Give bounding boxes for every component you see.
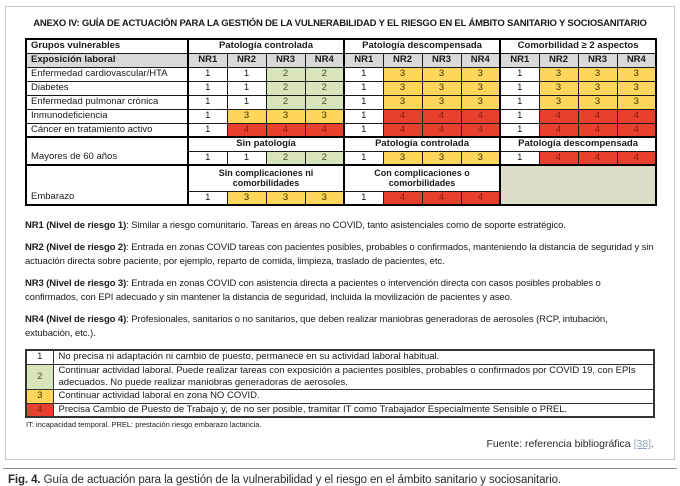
risk-cell: 3: [305, 109, 344, 123]
risk-cell: 2: [305, 151, 344, 165]
risk-note: [25, 219, 655, 232]
row-label: Enfermedad pulmonar crónica: [26, 95, 188, 109]
legend-code: 4: [26, 403, 53, 417]
risk-cell: 4: [539, 109, 578, 123]
risk-cell: 3: [578, 81, 617, 95]
risk-cell: 3: [383, 151, 422, 165]
subgroup-header: Sin patología: [188, 137, 344, 151]
risk-cell: 3: [422, 67, 461, 81]
risk-cell: 3: [266, 109, 305, 123]
risk-note-label: NR2 (Nivel de riesgo 2): [25, 242, 127, 254]
risk-cell: 2: [305, 67, 344, 81]
legend-code: 3: [26, 390, 53, 403]
risk-cell: 3: [617, 67, 656, 81]
risk-cell: 3: [461, 95, 500, 109]
risk-cell: 1: [344, 67, 383, 81]
risk-cell: 3: [266, 191, 305, 205]
risk-cell: 2: [266, 67, 305, 81]
legend-row: [26, 403, 654, 417]
risk-cell: 4: [578, 151, 617, 165]
legend-row: [26, 390, 654, 403]
risk-cell: 1: [227, 81, 266, 95]
risk-note: [25, 313, 655, 340]
risk-cell: 1: [500, 81, 539, 95]
risk-cell: 1: [344, 191, 383, 205]
risk-cell: 1: [188, 123, 227, 137]
risk-note-text: : Profesionales, sanitarios o no sanitarios, que deben realizar maniobras generadoras de aerosoles (RCP, intubación, extubación, etc.).: [25, 314, 608, 339]
legend-row: [26, 364, 654, 390]
risk-cell: 2: [305, 81, 344, 95]
risk-cell: 1: [227, 151, 266, 165]
legend-text: No precisa ni adaptación ni cambio de puesto, permanece en su actividad laboral habitual.: [53, 350, 654, 364]
table-row: [26, 67, 656, 81]
action-legend-table: [25, 349, 655, 418]
nr-header: NR4: [305, 53, 344, 67]
risk-cell: 1: [227, 95, 266, 109]
nr-header: NR3: [422, 53, 461, 67]
source-prefix: Fuente: referencia bibliográfica: [486, 438, 634, 451]
figure-caption: [8, 474, 672, 486]
legend-row: [26, 350, 654, 364]
table-row: [26, 95, 656, 109]
risk-cell: 4: [305, 123, 344, 137]
legend-code: 1: [26, 350, 53, 364]
figure-caption-label: Fig. 4.: [8, 474, 41, 486]
row-label: Diabetes: [26, 81, 188, 95]
figure-frame: [5, 6, 675, 460]
table-row: [26, 165, 656, 191]
risk-cell: 1: [227, 67, 266, 81]
abbreviations-footnote: IT: incapacidad temporal. PREL: prestación riesgo embarazo lactancia.: [26, 420, 262, 430]
row-label: Enfermedad cardiovascular/HTA: [26, 67, 188, 81]
risk-cell: 1: [188, 95, 227, 109]
risk-cell: 1: [188, 67, 227, 81]
table-row: [26, 39, 656, 53]
risk-cell: 1: [188, 191, 227, 205]
risk-cell: 2: [266, 95, 305, 109]
nr-header: NR1: [344, 53, 383, 67]
risk-cell: 4: [422, 123, 461, 137]
group-header: Comorbilidad ≥ 2 aspectos: [500, 39, 656, 53]
risk-cell: 4: [461, 191, 500, 205]
risk-cell: 3: [227, 109, 266, 123]
risk-cell: 4: [578, 109, 617, 123]
risk-cell: 4: [422, 191, 461, 205]
risk-cell: 3: [383, 95, 422, 109]
table-row: [26, 81, 656, 95]
risk-cell: 1: [344, 95, 383, 109]
risk-cell: 2: [266, 81, 305, 95]
nr-header: NR4: [617, 53, 656, 67]
legend-code: 2: [26, 364, 53, 390]
risk-cell: 3: [383, 67, 422, 81]
risk-cell: 1: [500, 95, 539, 109]
risk-cell: 4: [617, 123, 656, 137]
nr-header: NR1: [500, 53, 539, 67]
legend-text: Continuar actividad laboral en zona NO COVID.: [53, 390, 654, 403]
risk-cell: 1: [500, 67, 539, 81]
risk-cell: 3: [461, 67, 500, 81]
risk-cell: 1: [188, 81, 227, 95]
subgroup-header: Patología controlada: [344, 137, 500, 151]
risk-cell: 3: [227, 191, 266, 205]
risk-cell: 4: [383, 191, 422, 205]
subgroup-header: Con complicaciones o comorbilidades: [344, 165, 500, 191]
table-row: [26, 109, 656, 123]
risk-cell: 3: [422, 81, 461, 95]
vulnerability-matrix: [25, 38, 657, 206]
legend-text: Precisa Cambio de Puesto de Trabajo y, de no ser posible, tramitar IT como Trabajador Especialmente Sensible o PREL.: [53, 403, 654, 417]
risk-cell: 3: [461, 151, 500, 165]
risk-cell: 3: [461, 81, 500, 95]
risk-cell: 1: [500, 109, 539, 123]
risk-cell: 4: [578, 123, 617, 137]
nr-header: NR3: [578, 53, 617, 67]
table-row: [26, 123, 656, 137]
nr-header: NR2: [383, 53, 422, 67]
row-label: Inmunodeficiencia: [26, 109, 188, 123]
risk-cell: 3: [422, 95, 461, 109]
risk-cell: 4: [422, 109, 461, 123]
risk-cell: 4: [266, 123, 305, 137]
nr-header: NR4: [461, 53, 500, 67]
risk-cell: 3: [539, 95, 578, 109]
risk-note: [25, 277, 655, 304]
risk-cell: 1: [188, 151, 227, 165]
corner-header: Grupos vulnerables: [26, 39, 188, 53]
risk-cell: 1: [500, 151, 539, 165]
risk-cell: 3: [617, 81, 656, 95]
group-header: Patología descompensada: [344, 39, 500, 53]
table-row: [26, 53, 656, 67]
risk-cell: 2: [305, 95, 344, 109]
risk-cell: 4: [383, 109, 422, 123]
risk-cell: 3: [617, 95, 656, 109]
risk-note-label: NR4 (Nivel de riesgo 4): [25, 314, 127, 326]
row-label: Mayores de 60 años: [26, 137, 188, 165]
row-label: Embarazo: [26, 165, 188, 205]
caption-divider: [3, 468, 677, 469]
risk-note-text: : Entrada en zonas COVID tareas con pacientes posibles, probables o confirmados, manteniendo la distancia de seguridad y sin actuación directa sobre paciente, por ejemplo, reparto de comida, limpieza, traslado de pacientes, etc.: [25, 242, 654, 267]
source-suffix: .: [651, 438, 654, 451]
risk-cell: 1: [344, 109, 383, 123]
nr-header: NR1: [188, 53, 227, 67]
risk-cell: 2: [266, 151, 305, 165]
risk-cell: 3: [578, 95, 617, 109]
risk-cell: 4: [461, 109, 500, 123]
risk-cell: 4: [539, 123, 578, 137]
risk-cell: 4: [617, 109, 656, 123]
risk-cell: 3: [305, 191, 344, 205]
risk-cell: 4: [383, 123, 422, 137]
nr-header: NR3: [266, 53, 305, 67]
risk-note-label: NR1 (Nivel de riesgo 1): [25, 220, 127, 231]
risk-cell: 4: [617, 151, 656, 165]
risk-cell: 3: [539, 67, 578, 81]
risk-level-notes: [25, 219, 655, 340]
legend-text: Continuar actividad laboral. Puede realizar tareas con exposición a pacientes posibles, probables o confirmados por COVID 19, con EPIs adecuados. No puede realizar maniobras generadoras de aerosoles.: [53, 364, 654, 390]
risk-cell: 4: [227, 123, 266, 137]
risk-cell: 1: [500, 123, 539, 137]
risk-note-label: NR3 (Nivel de riesgo 3): [25, 278, 127, 290]
group-header: Patología controlada: [188, 39, 344, 53]
table-row: [26, 137, 656, 151]
nr-header: NR2: [227, 53, 266, 67]
risk-cell: 3: [383, 81, 422, 95]
risk-cell: 1: [344, 151, 383, 165]
risk-cell: 3: [422, 151, 461, 165]
nr-header: NR2: [539, 53, 578, 67]
subgroup-header: Sin complicaciones ni comorbilidades: [188, 165, 344, 191]
not-applicable-area: [500, 165, 656, 205]
risk-note-text: : Similar a riesgo comunitario. Tareas en áreas no COVID, tanto asistenciales como de soporte estratégico.: [126, 220, 566, 231]
row-label: Cáncer en tratamiento activo: [26, 123, 188, 137]
risk-cell: 4: [539, 151, 578, 165]
risk-cell: 1: [344, 123, 383, 137]
figure-caption-text: Guía de actuación para la gestión de la vulnerabilidad y el riesgo en el ámbito sanitario y sociosanitario.: [40, 474, 561, 486]
risk-cell: 1: [344, 81, 383, 95]
corner-subheader: Exposición laboral: [26, 53, 188, 67]
risk-note: [25, 241, 655, 268]
source-line: [25, 438, 654, 450]
subgroup-header: Patología descompensada: [500, 137, 656, 151]
risk-cell: 1: [188, 109, 227, 123]
risk-note-text: : Entrada en zonas COVID con asistencia directa a pacientes o intervención directa con casos posibles probables o confirmados, con EPI adecuado y sin mantener la distancia de seguridad, incluida la movilización de pacientes y aseo.: [25, 278, 601, 303]
reference-link[interactable]: [38]: [633, 438, 652, 451]
annex-title: ANEXO IV: GUÍA DE ACTUACIÓN PARA LA GESTIÓN DE LA VULNERABILIDAD Y EL RIESGO EN EL ÁMBITO SANITARIO Y SOCIOSANITARIO: [33, 18, 647, 29]
risk-cell: 3: [578, 67, 617, 81]
risk-cell: 3: [539, 81, 578, 95]
risk-cell: 4: [461, 123, 500, 137]
